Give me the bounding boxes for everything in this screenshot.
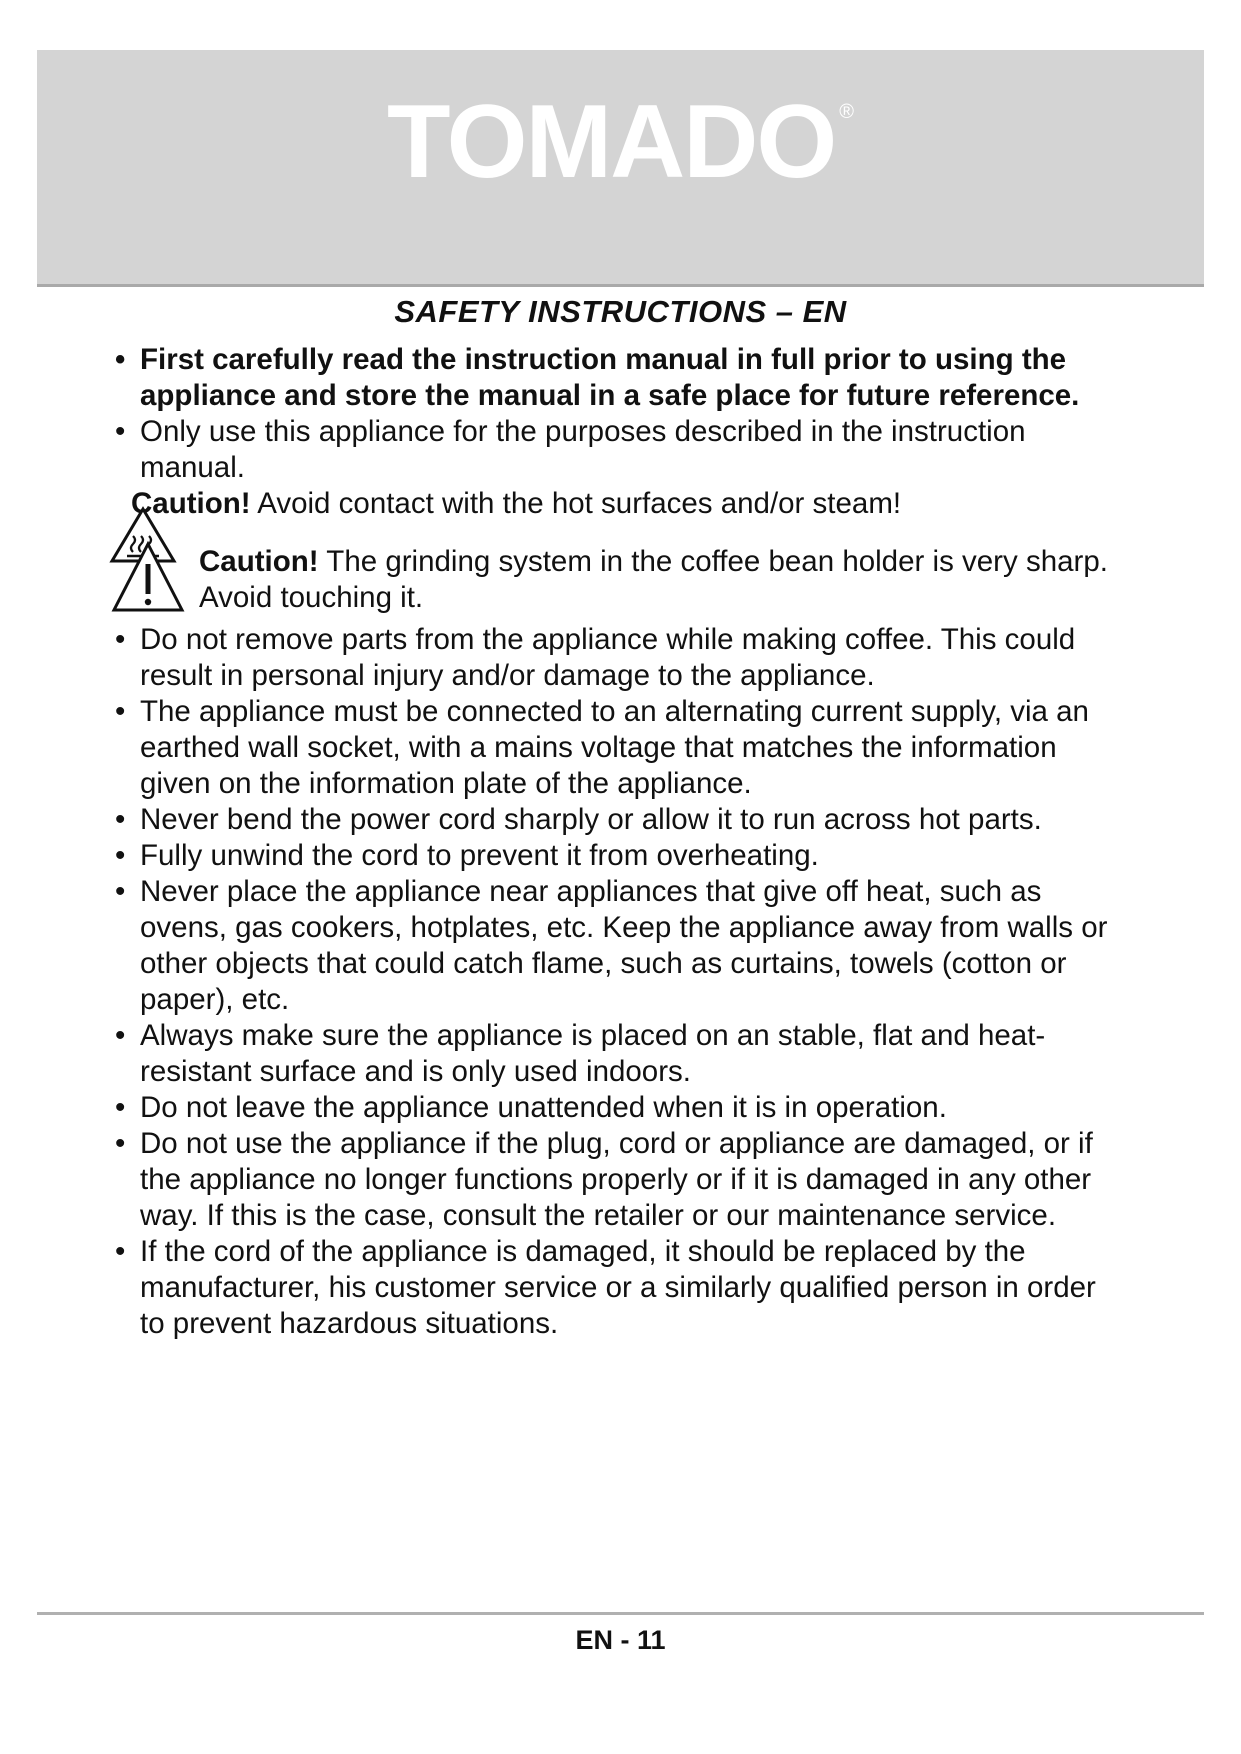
list-item: • Fully unwind the cord to prevent it from overheating.	[115, 839, 819, 872]
list-item: • If the cord of the appliance is damaged, it should be replaced by the manufacturer, his customer service or a similarly qualified person in order to prevent hazardous situations.	[115, 1235, 1096, 1340]
list-item: • The appliance must be connected to an alternating current supply, via an earthed wall socket, with a mains voltage that matches the information given on the information plate of the appliance.	[115, 695, 1089, 800]
instructions-content	[115, 342, 1115, 1342]
footer-divider	[37, 1612, 1204, 1615]
header-band	[37, 50, 1204, 287]
list-item: • Never bend the power cord sharply or allow it to run across hot parts.	[115, 803, 1042, 836]
list-item: • Do not leave the appliance unattended when it is in operation.	[115, 1091, 947, 1124]
list-item: • Do not remove parts from the appliance while making coffee. This could result in personal injury and/or damage to the appliance.	[115, 623, 1076, 692]
list-item: • Only use this appliance for the purposes described in the instruction manual.	[115, 415, 1026, 484]
caution-hot-surface: Caution! Avoid contact with the hot surfaces and/or steam!	[115, 486, 1115, 544]
list-item: • Do not use the appliance if the plug, cord or appliance are damaged, or if the appliance no longer functions properly or if it is damaged in any other way. If this is the case, consult the retailer or our maintenance service.	[115, 1127, 1093, 1232]
page-title: SAFETY INSTRUCTIONS – EN	[394, 294, 847, 329]
list-item: • Never place the appliance near appliances that give off heat, such as ovens, gas cookers, hotplates, etc. Keep the appliance away from walls or other objects that could catch flame, such as curtains, towels (cotton or paper), etc.	[115, 875, 1108, 1016]
brand-logo: TOMADO ®	[386, 84, 855, 200]
list-item: • First carefully read the instruction manual in full prior to using the appliance and store the manual in a safe place for future reference.	[115, 343, 1080, 412]
page-number: EN - 11	[575, 1625, 666, 1655]
list-item: • Always make sure the appliance is placed on an stable, flat and heat-resistant surface and is only used indoors.	[115, 1019, 1046, 1088]
exclamation-warning-icon	[111, 540, 185, 614]
caution-sharp-grinder: Caution! The grinding system in the coffee bean holder is very sharp. Avoid touching it.	[115, 544, 1115, 622]
